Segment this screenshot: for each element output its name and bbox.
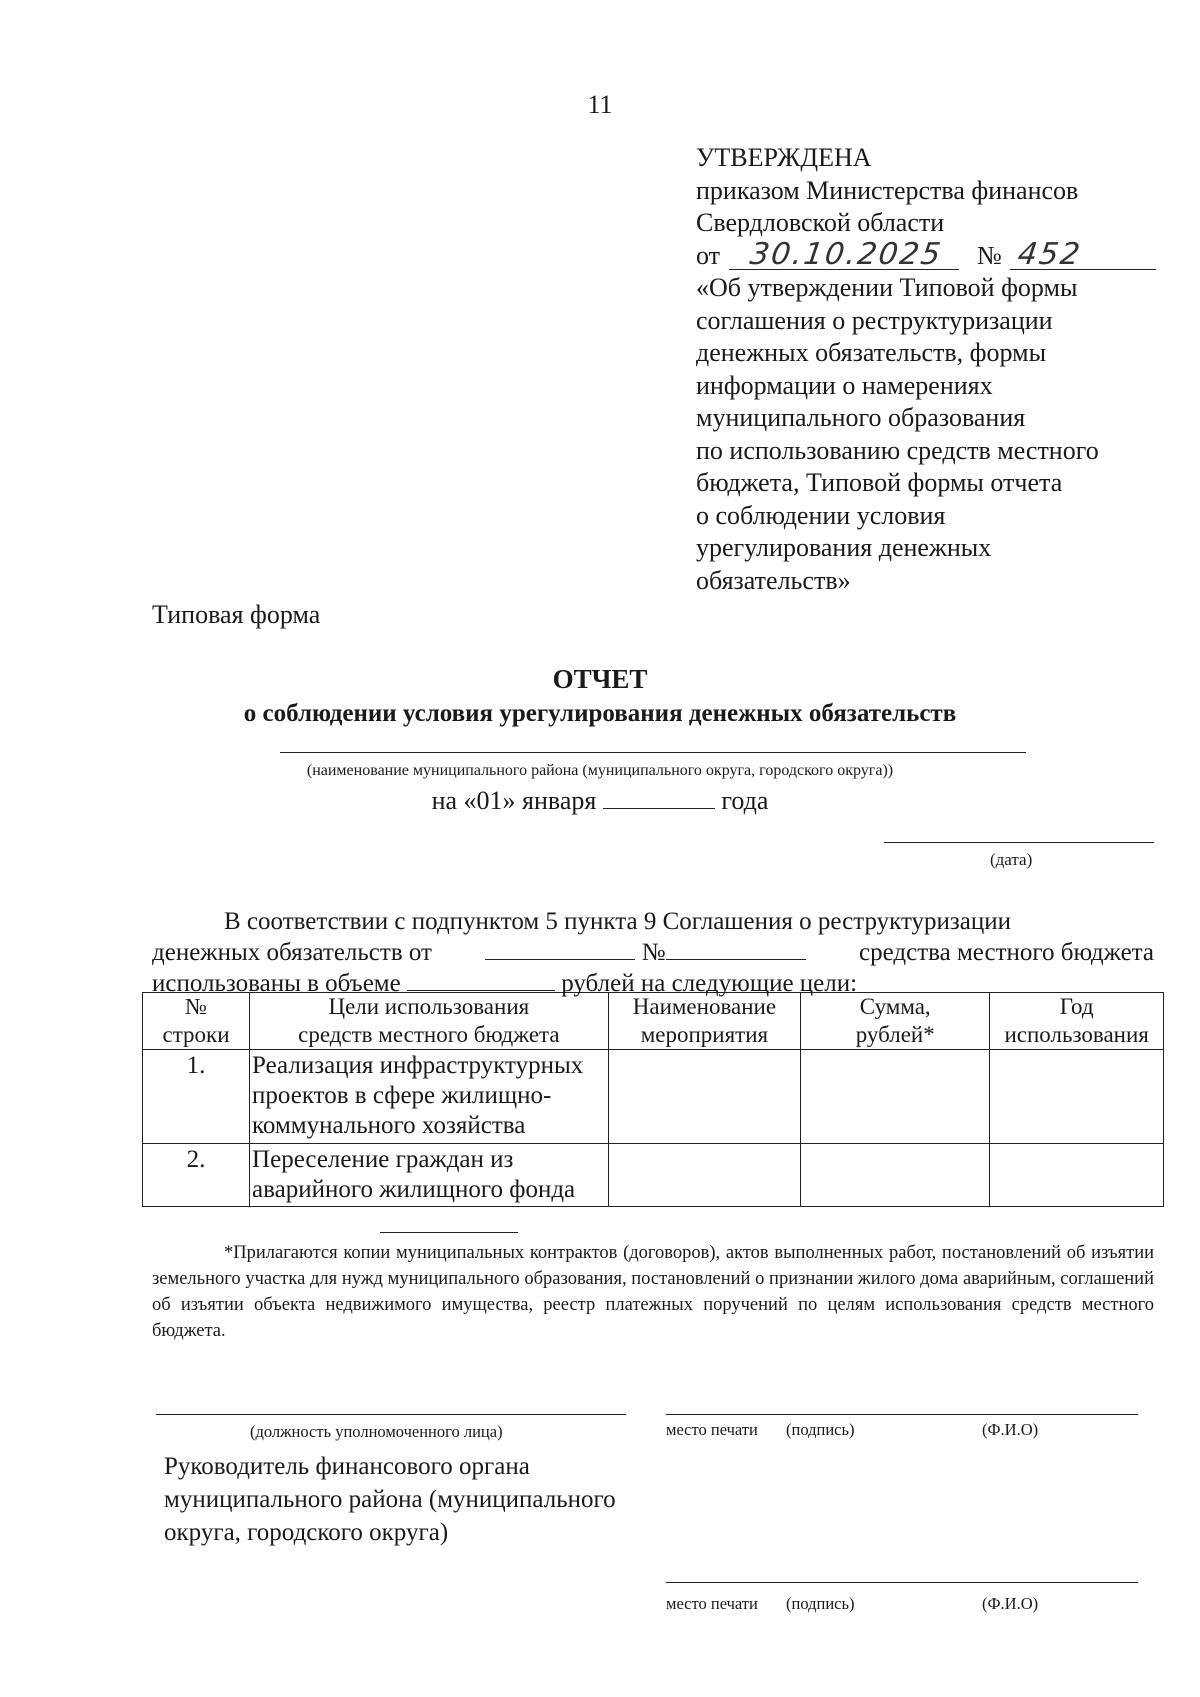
municipality-name-caption: (наименование муниципального района (муниципального округа, городского округа))	[306, 762, 894, 779]
table-row	[143, 1050, 1164, 1144]
stamp-label: место печати	[666, 1594, 758, 1613]
amount-field[interactable]	[407, 970, 555, 991]
row-event-cell[interactable]	[608, 1144, 801, 1207]
header-sum: Сумма, рублей*	[801, 993, 990, 1050]
order-title-line: денежных обязательств, формы	[696, 338, 1047, 367]
approval-line: Свердловской области	[696, 208, 945, 237]
approval-heading: УТВЕРЖДЕНА	[696, 143, 872, 172]
report-date-line	[0, 786, 1200, 816]
paragraph-text: средства местного бюджета	[859, 939, 1154, 966]
date-caption: (дата)	[990, 850, 1033, 869]
row-sum-cell[interactable]	[801, 1144, 990, 1207]
official-title-line: муниципального района (муниципального	[164, 1486, 616, 1513]
row-number: 1.	[143, 1050, 250, 1144]
paragraph-text: использованы в объеме	[152, 970, 401, 997]
position-caption: (должность уполномоченного лица)	[250, 1422, 503, 1441]
row-sum-cell[interactable]	[801, 1050, 990, 1144]
footnote: *Прилагаются копии муниципальных контрактов (договоров), актов выполненных работ, постановлений об изъятии земельного участка для нужд муниципального образования, постановлений о признании жилого дома аварийным, соглашений об изъятии объекта недвижимого имущества, реестр платежных поручений по целям использования средств местного бюджета.	[152, 1243, 1154, 1341]
signature-label: (подпись)	[786, 1420, 855, 1439]
position-field[interactable]	[156, 1414, 626, 1415]
order-title-line: соглашения о реструктуризации	[696, 305, 1053, 335]
paragraph-line-2	[152, 937, 1154, 968]
row-event-cell[interactable]	[608, 1050, 801, 1144]
paragraph-text: денежных обязательств от	[152, 939, 432, 966]
signature-field-1[interactable]	[666, 1414, 1138, 1415]
table-row	[143, 1144, 1164, 1207]
form-type-label: Типовая форма	[152, 600, 321, 629]
order-title-line: по использованию средств местного	[696, 435, 1099, 465]
order-title-line: бюджета, Типовой формы отчета	[696, 468, 1063, 497]
signature-field-2[interactable]	[666, 1582, 1138, 1583]
agreement-number-field[interactable]	[666, 939, 806, 960]
order-date-number-line	[696, 236, 1158, 273]
report-subtitle: о соблюдении условия урегулирования денежных обязательств	[243, 700, 957, 727]
number-sign: №	[641, 939, 666, 966]
order-title-line: урегулирования денежных	[696, 533, 992, 562]
number-prefix: №	[977, 240, 1002, 270]
footnote-divider	[380, 1232, 518, 1233]
order-title-line: муниципального образования	[696, 403, 1026, 432]
row-year-cell[interactable]	[990, 1050, 1164, 1144]
stamp-label: место печати	[666, 1420, 758, 1439]
official-title	[164, 1450, 616, 1549]
handwritten-date: 30.10.2025	[728, 241, 962, 270]
official-title-line: Руководитель финансового органа	[164, 1453, 530, 1480]
paragraph-line-1	[152, 906, 1154, 937]
agreement-date-field[interactable]	[485, 939, 635, 960]
report-title: ОТЧЕТ	[552, 664, 648, 694]
fio-label: (Ф.И.О)	[982, 1420, 1039, 1439]
signature-label: (подпись)	[786, 1594, 855, 1613]
table-header-row	[143, 993, 1164, 1050]
header-event: Наименование мероприятия	[608, 993, 801, 1050]
order-title-line: обязательств»	[696, 565, 851, 595]
row-goal: Переселение граждан из аварийного жилищного фонда	[250, 1144, 609, 1207]
order-title-line: «Об утверждении Типовой формы	[696, 273, 1078, 302]
report-table	[142, 992, 1164, 1207]
approval-stamp-block	[696, 142, 1158, 597]
fio-label: (Ф.И.О)	[982, 1594, 1039, 1613]
header-goals: Цели использования средств местного бюджета	[250, 993, 609, 1050]
row-year-cell[interactable]	[990, 1144, 1164, 1207]
date-field[interactable]	[884, 842, 1154, 843]
paragraph-text: В соответствии с подпунктом 5 пункта 9 Соглашения о реструктуризации	[224, 908, 1012, 935]
row-number: 2.	[143, 1144, 250, 1207]
report-date-prefix: на «01» января	[431, 786, 597, 815]
handwritten-number: 452	[1010, 241, 1160, 270]
row-goal: Реализация инфраструктурных проектов в сфере жилищно- коммунального хозяйства	[250, 1050, 609, 1144]
municipality-name-field[interactable]	[280, 752, 1026, 753]
header-row-number: № строки	[143, 993, 250, 1050]
order-title-line: информации о намерениях	[696, 370, 993, 400]
order-title-line: о соблюдении условия	[696, 500, 946, 530]
paragraph-text: рублей на следующие цели:	[561, 970, 858, 997]
official-title-line: округа, городского округа)	[164, 1519, 449, 1546]
report-date-suffix: года	[721, 786, 769, 815]
approval-line: приказом Министерства финансов	[696, 175, 1079, 205]
header-year: Год использования	[990, 993, 1164, 1050]
year-field[interactable]	[603, 788, 715, 809]
date-prefix: от	[696, 240, 721, 270]
page-number: 11	[587, 90, 613, 119]
